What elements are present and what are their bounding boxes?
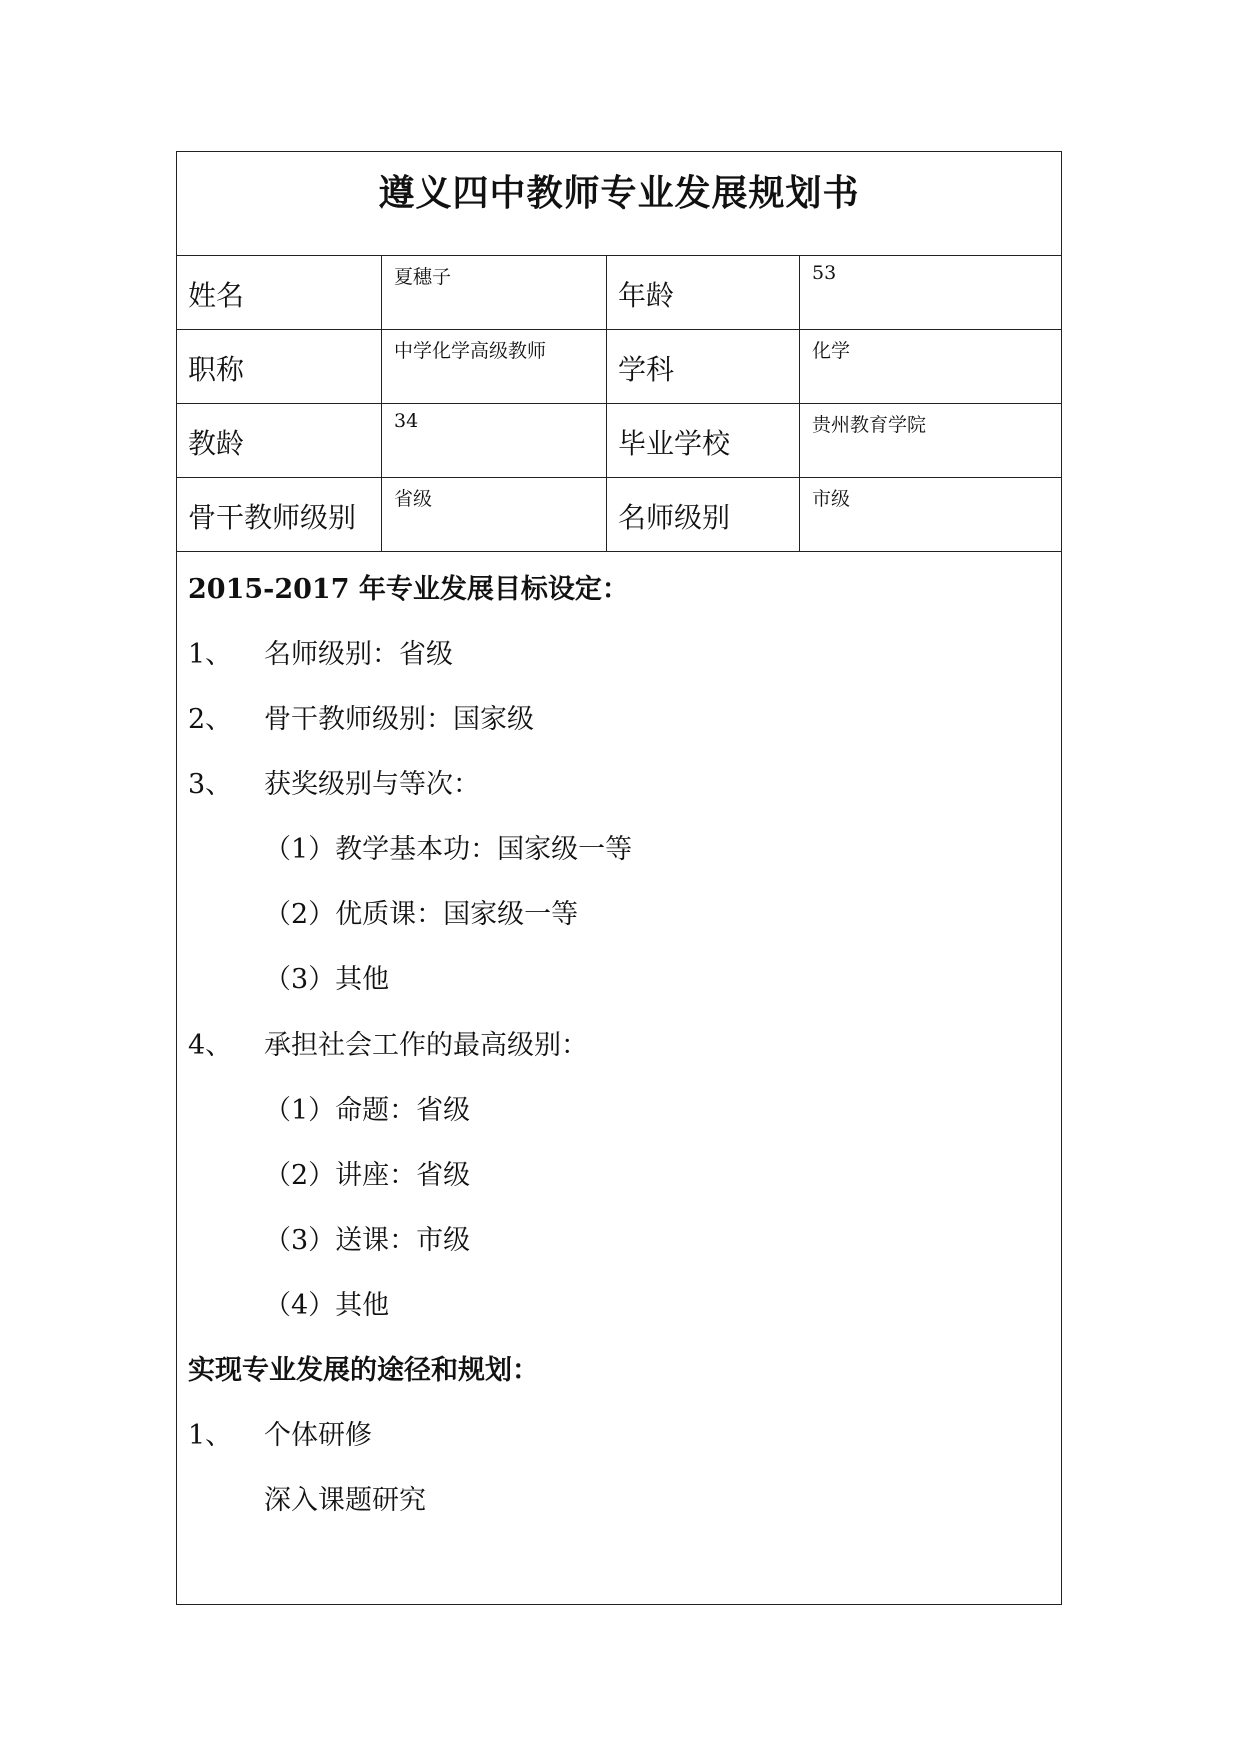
value-cell bbox=[800, 404, 1063, 477]
path-detail: 深入课题研究 bbox=[264, 1485, 426, 1516]
paths-heading: 实现专业发展的途径和规划： bbox=[188, 1355, 539, 1386]
label-cell bbox=[607, 404, 800, 477]
famous-teacher-level-label: 名师级别 bbox=[618, 501, 731, 534]
graduation-school-label: 毕业学校 bbox=[618, 427, 731, 460]
social-work-item: （2）讲座：省级 bbox=[264, 1160, 471, 1191]
goals-heading: 2015-2017 年专业发展目标设定： bbox=[188, 574, 629, 605]
goal-item bbox=[188, 769, 480, 801]
social-work-item: （1）命题：省级 bbox=[264, 1095, 471, 1126]
goal-text: 名师级别：省级 bbox=[264, 639, 453, 670]
famous-teacher-level-value: 市级 bbox=[812, 488, 851, 510]
info-table bbox=[177, 256, 1061, 552]
label-cell bbox=[177, 404, 382, 477]
value-cell bbox=[800, 330, 1063, 403]
goal-number: 2、 bbox=[188, 704, 233, 735]
goal-text: 骨干教师级别：国家级 bbox=[264, 704, 534, 735]
goal-number: 4、 bbox=[188, 1030, 233, 1061]
goal-text: 承担社会工作的最高级别： bbox=[264, 1030, 588, 1061]
age-value: 53 bbox=[812, 262, 837, 284]
rank-label: 职称 bbox=[188, 353, 245, 386]
social-work-item: （3）送课：市级 bbox=[264, 1225, 471, 1256]
teaching-years-label: 教龄 bbox=[188, 427, 245, 460]
award-item: （1）教学基本功：国家级一等 bbox=[264, 834, 633, 865]
goal-item bbox=[188, 639, 453, 671]
label-cell bbox=[607, 256, 800, 329]
info-row-teaching-years bbox=[177, 404, 1061, 478]
value-cell bbox=[382, 404, 607, 477]
path-text: 个体研修 bbox=[264, 1420, 372, 1451]
label-cell bbox=[607, 478, 800, 551]
value-cell bbox=[800, 256, 1063, 329]
age-label: 年龄 bbox=[618, 279, 675, 312]
label-cell bbox=[177, 330, 382, 403]
goal-text: 获奖级别与等次： bbox=[264, 769, 480, 800]
subject-value: 化学 bbox=[812, 340, 851, 362]
goal-number: 1、 bbox=[188, 639, 233, 670]
name-label: 姓名 bbox=[188, 279, 245, 312]
value-cell bbox=[382, 330, 607, 403]
document-title: 遵义四中教师专业发展规划书 bbox=[378, 172, 860, 214]
social-work-item: （4）其他 bbox=[264, 1290, 390, 1321]
value-cell bbox=[382, 478, 607, 551]
award-item: （2）优质课：国家级一等 bbox=[264, 899, 579, 930]
planning-document bbox=[176, 151, 1062, 1605]
name-value: 夏穗子 bbox=[394, 266, 452, 288]
path-number: 1、 bbox=[188, 1420, 233, 1451]
info-row-levels bbox=[177, 478, 1061, 552]
label-cell bbox=[607, 330, 800, 403]
award-item: （3）其他 bbox=[264, 964, 390, 995]
goal-item bbox=[188, 1030, 588, 1062]
subject-label: 学科 bbox=[618, 353, 675, 386]
teaching-years-value: 34 bbox=[394, 410, 419, 432]
value-cell bbox=[800, 478, 1063, 551]
title-row bbox=[177, 152, 1061, 256]
goal-number: 3、 bbox=[188, 769, 233, 800]
graduation-school-value: 贵州教育学院 bbox=[812, 414, 927, 436]
info-row-name bbox=[177, 256, 1061, 330]
value-cell bbox=[382, 256, 607, 329]
label-cell bbox=[177, 256, 382, 329]
label-cell bbox=[177, 478, 382, 551]
goal-item bbox=[188, 704, 534, 736]
key-teacher-level-label: 骨干教师级别 bbox=[188, 501, 357, 534]
rank-value: 中学化学高级教师 bbox=[394, 340, 547, 362]
path-item bbox=[188, 1420, 372, 1452]
key-teacher-level-value: 省级 bbox=[394, 488, 433, 510]
info-row-title bbox=[177, 330, 1061, 404]
